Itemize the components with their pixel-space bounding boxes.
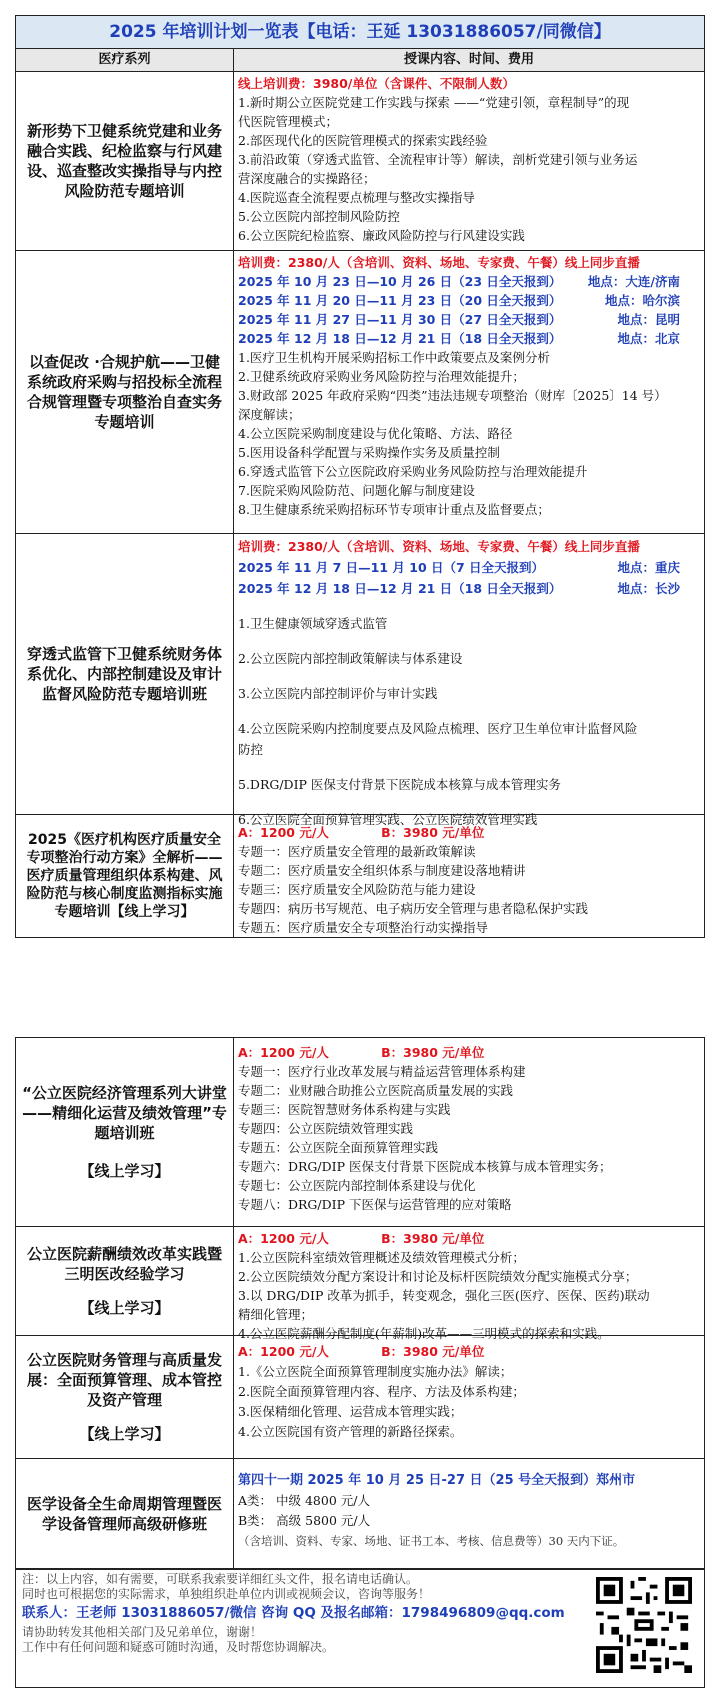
schedule-line: 2025 年 12 月 18 日—12 月 21 日（18 日全天报到） 地点：长沙 — [238, 581, 680, 596]
header-content: 授课内容、时间、费用 — [234, 49, 704, 71]
course-name: 以查促改 ·合规护航——卫健系统政府采购与招投标全流程合规管理暨专项整治自查实务专题培训 — [16, 251, 234, 533]
item: 营深度融合的实操路径； — [238, 171, 376, 186]
course-details — [234, 1336, 704, 1458]
item: 3.公立医院内部控制评价与审计实践 — [238, 686, 438, 701]
fee-line: A：1200 元/人 B：3980 元/单位 — [238, 1231, 485, 1246]
online-tag: 【线上学习】 — [79, 1425, 170, 1443]
footer-line: 同时也可根据您的实际需求，单独组织赴单位内训或视频会议，咨询等服务！ — [22, 1587, 431, 1601]
item: 4.公立医院薪酬分配制度(年薪制)改革——三明模式的探索和实践。 — [238, 1326, 610, 1341]
course-row-8 — [16, 1458, 704, 1569]
item: 3.前沿政策（穿透式监管、全流程审计等）解读，剖析党建引领与业务运 — [238, 152, 638, 167]
item: 专题八：DRG/DIP 下医保与运营管理的应对策略 — [238, 1197, 512, 1212]
price-a: A类： 中级 4800 元/人 — [238, 1493, 370, 1508]
item: 6.公立医院全面预算管理实践、公立医院绩效管理实践 — [238, 812, 538, 827]
course-name: 2025《医疗机构医疗质量安全专项整治行动方案》全解析——医疗质量管理组织体系构建、风险防范与核心制度监测指标实施专题培训【线上学习】 — [16, 815, 234, 937]
header-row — [16, 48, 704, 71]
course-row-7 — [16, 1335, 704, 1458]
item: 防控 — [238, 742, 264, 757]
footer-line: 请协助转发其他相关部门及兄弟单位，谢谢！ — [22, 1625, 263, 1639]
item: 专题七：公立医院内部控制体系建设与优化 — [238, 1178, 476, 1193]
item: 专题三：医院智慧财务体系构建与实践 — [238, 1102, 451, 1117]
item: 6.公立医院纪检监察、廉政风险防控与行风建设实践 — [238, 228, 525, 243]
course-name: 公立医院财务管理与高质量发展：全面预算管理、成本管控及资产管理 【线上学习】 — [16, 1336, 234, 1458]
item: 专题一：医疗质量安全管理的最新政策解读 — [238, 844, 476, 859]
table-title: 2025 年培训计划一览表【电话：王延 13031886057/同微信】 — [16, 16, 704, 48]
includes-note: （含培训、资料、专家、场地、证书工本、考核、信息费等）30 天内下证。 — [238, 1534, 625, 1548]
course-name: 穿透式监管下卫健系统财务体系优化、内部控制建设及审计监督风险防范专题培训班 — [16, 534, 234, 814]
course-name: 新形势下卫健系统党建和业务融合实践、纪检监察与行风建设、巡查整改实操指导与内控风险防范专题培训 — [16, 72, 234, 250]
item: 3.医保精细化管理、运营成本管理实践； — [238, 1404, 463, 1419]
item: 1.新时期公立医院党建工作实践与探索 ——“党建引领，章程制导”的现 — [238, 95, 630, 110]
item: 4.医院巡查全流程要点梳理与整改实操指导 — [238, 190, 475, 205]
item: 1.卫生健康领域穿透式监管 — [238, 616, 388, 631]
schedule-table-2 — [15, 1037, 705, 1570]
course-name: “公立医院经济管理系列大讲堂——精细化运营及绩效管理”专题培训班 【线上学习】 — [16, 1038, 234, 1226]
course-row-1 — [16, 71, 704, 250]
item: 3.财政部 2025 年政府采购“四类”违法违规专项整治（财库〔2025〕14 号） — [238, 388, 667, 403]
footer-notes — [15, 1568, 705, 1688]
item: 4.公立医院采购内控制度要点及风险点梳理、医疗卫生单位审计监督风险 — [238, 721, 638, 736]
item: 5.DRG/DIP 医保支付背景下医院成本核算与成本管理实务 — [238, 777, 561, 792]
course-details — [234, 1459, 704, 1569]
fee-line: 线上培训费：3980/单位（含课件、不限制人数） — [238, 76, 515, 91]
course-row-5 — [16, 1038, 704, 1226]
schedule-line: 2025 年 12 月 18 日—12 月 21 日（18 日全天报到） 地点：北京 — [238, 331, 680, 346]
schedule-line: 2025 年 11 月 27 日—11 月 30 日（27 日全天报到） 地点：昆明 — [238, 312, 680, 327]
item: 专题四：病历书写规范、电子病历安全管理与患者隐私保护实践 — [238, 901, 589, 916]
fee-line: 培训费：2380/人（含培训、资料、场地、专家费、午餐）线上同步直播 — [238, 539, 640, 554]
footer-line: 工作中有任何问题和疑惑可随时沟通，及时帮您协调解决。 — [22, 1640, 335, 1654]
schedule-line: 2025 年 10 月 23 日—10 月 26 日（23 日全天报到） 地点：大连/济南 — [238, 274, 680, 289]
item: 7.医院采购风险防范、问题化解与制度建设 — [238, 483, 475, 498]
contact-line: 联系人：王老师 13031886057/微信 咨询 QQ 及报名邮箱：1798496809@qq.com — [22, 1605, 565, 1621]
item: 专题五：公立医院全面预算管理实践 — [238, 1140, 439, 1155]
course-row-2 — [16, 250, 704, 533]
schedule-line: 2025 年 11 月 7 日—11 月 10 日（7 日全天报到） 地点：重庆 — [238, 560, 680, 575]
item: 专题三：医疗质量安全风险防范与能力建设 — [238, 882, 476, 897]
fee-line: A：1200 元/人 B：3980 元/单位 — [238, 1344, 485, 1359]
schedule-table-1 — [15, 15, 705, 938]
item: 2.医院全面预算管理内容、程序、方法及体系构建； — [238, 1384, 525, 1399]
item: 深度解读； — [238, 407, 301, 422]
item: 2.卫健系统政府采购业务风险防控与治理效能提升； — [238, 369, 525, 384]
course-name: 医学设备全生命周期管理暨医学设备管理师高级研修班 — [16, 1459, 234, 1569]
item: 专题六：DRG/DIP 医保支付背景下医院成本核算与成本管理实务； — [238, 1159, 612, 1174]
item: 8.卫生健康系统采购招标环节专项审计重点及监督要点； — [238, 502, 550, 517]
item: 代医院管理模式； — [238, 114, 339, 129]
item: 1.公立医院科室绩效管理概述及绩效管理模式分析； — [238, 1250, 525, 1265]
item: 4.公立医院国有资产管理的新路径探索。 — [238, 1424, 463, 1439]
session-line: 第四十一期 2025 年 10 月 25 日-27 日（25 号全天报到）郑州市 — [238, 1473, 636, 1488]
item: 5.医用设备科学配置与采购操作实务及质量控制 — [238, 445, 500, 460]
item: 2.部医现代化的医院管理模式的探索实践经验 — [238, 133, 488, 148]
item: 2.公立医院内部控制政策解读与体系建设 — [238, 651, 463, 666]
item: 1.医疗卫生机构开展采购招标工作中政策要点及案例分析 — [238, 350, 550, 365]
course-details — [234, 72, 704, 250]
course-details — [234, 251, 704, 533]
course-name: 公立医院薪酬绩效改革实践暨三明医改经验学习 【线上学习】 — [16, 1227, 234, 1335]
header-series: 医疗系列 — [16, 49, 234, 71]
item: 专题二：医疗质量安全组织体系与制度建设落地精讲 — [238, 863, 526, 878]
item: 专题一：医疗行业改革发展与精益运营管理体系构建 — [238, 1064, 526, 1079]
item: 3.以 DRG/DIP 改革为抓手，转变观念，强化三医(医疗、医保、医药)联动 — [238, 1288, 650, 1303]
course-row-6 — [16, 1226, 704, 1341]
item: 4.公立医院采购制度建设与优化策略、方法、路径 — [238, 426, 513, 441]
item: 专题四：公立医院绩效管理实践 — [238, 1121, 414, 1136]
item: 专题五：医疗质量安全专项整治行动实操指导 — [238, 920, 489, 935]
fee-line: A：1200 元/人 B：3980 元/单位 — [238, 1045, 485, 1060]
course-details — [234, 1038, 704, 1226]
item: 6.穿透式监管下公立医院政府采购业务风险防控与治理效能提升 — [238, 464, 588, 479]
fee-line: 培训费：2380/人（含培训、资料、场地、专家费、午餐）线上同步直播 — [238, 255, 640, 270]
qr-code-icon — [596, 1577, 692, 1673]
course-row-4 — [16, 814, 704, 937]
item: 1.《公立医院全面预算管理制度实施办法》解读； — [238, 1364, 513, 1379]
course-details — [234, 1227, 704, 1341]
fee-line: A：1200 元/人 B：3980 元/单位 — [238, 825, 485, 840]
schedule-line: 2025 年 11 月 20 日—11 月 23 日（20 日全天报到） 地点：哈尔滨 — [238, 293, 680, 308]
item: 精细化管理； — [238, 1307, 314, 1322]
item: 2.公立医院绩效分配方案设计和讨论及标杆医院绩效分配实施模式分享； — [238, 1269, 638, 1284]
course-row-3 — [16, 533, 704, 827]
item: 5.公立医院内部控制风险防控 — [238, 209, 400, 224]
course-details — [234, 815, 704, 937]
footer-line: 注：以上内容，如有需要，可联系我索要详细红头文件，报名请电话确认。 — [22, 1572, 419, 1586]
price-b: B类： 高级 5800 元/人 — [238, 1513, 371, 1528]
online-tag: 【线上学习】 — [79, 1299, 170, 1317]
item: 专题二：业财融合助推公立医院高质量发展的实践 — [238, 1083, 514, 1098]
online-tag: 【线上学习】 — [79, 1162, 170, 1180]
course-details — [234, 534, 704, 827]
